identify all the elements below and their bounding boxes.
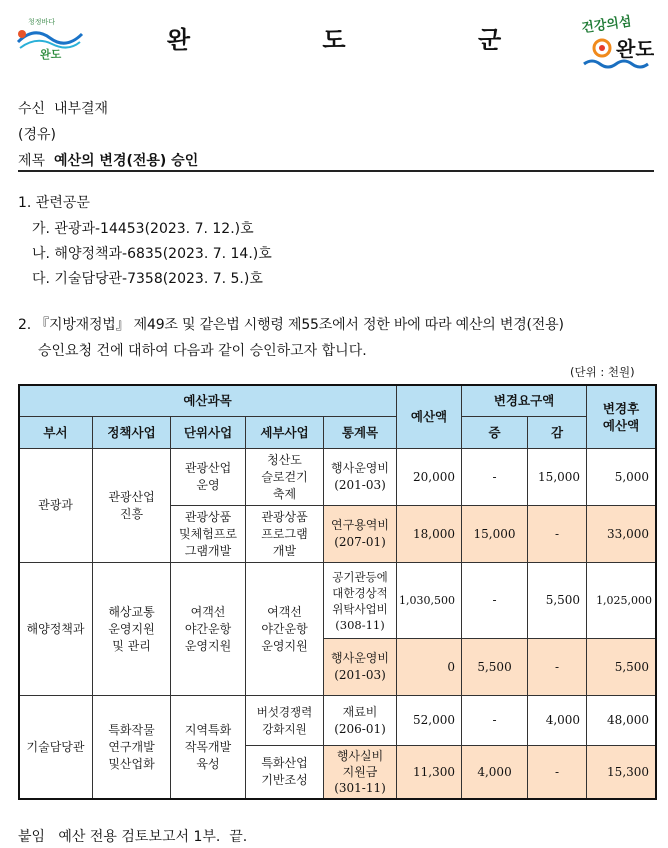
sub-cell: 특화산업 기반조성 bbox=[246, 746, 324, 799]
header-after-change bbox=[587, 385, 656, 449]
decrease-cell: - bbox=[528, 746, 587, 799]
wando-health-island-logo bbox=[578, 10, 654, 72]
header-unit-project: 단위사업 bbox=[171, 417, 246, 449]
increase-cell: - bbox=[462, 449, 528, 506]
table-row bbox=[19, 449, 656, 506]
unit-cell: 관광산업 운영 bbox=[171, 449, 246, 506]
recipient-line bbox=[18, 98, 108, 118]
after-cell: 1,025,000 bbox=[587, 563, 656, 639]
header-change-request: 변경요구액 bbox=[462, 385, 587, 417]
budget-cell: 20,000 bbox=[397, 449, 462, 506]
section1-heading: 1. 관련공문 bbox=[18, 195, 90, 211]
header-after-change-line2: 예산액 bbox=[602, 417, 640, 433]
policy-cell: 특화작물 연구개발 및산업화 bbox=[93, 696, 171, 799]
sub-cell: 버섯경쟁력 강화지원 bbox=[246, 696, 324, 746]
header-increase: 증 bbox=[462, 417, 528, 449]
increase-cell: 4,000 bbox=[462, 746, 528, 799]
dept-cell: 해양정책과 bbox=[19, 563, 93, 696]
sub-cell: 관광상품 프로그램 개발 bbox=[246, 506, 324, 563]
header-dept: 부서 bbox=[19, 417, 93, 449]
after-cell: 5,000 bbox=[587, 449, 656, 506]
dept-cell: 기술담당관 bbox=[19, 696, 93, 799]
header-after-change-line1: 변경후 bbox=[602, 400, 640, 416]
budget-cell: 11,300 bbox=[397, 746, 462, 799]
subject-divider bbox=[18, 170, 654, 172]
section1-item: 다. 기술담당관-7358(2023. 7. 5.)호 bbox=[32, 271, 263, 287]
section2-line1: 2. 『지방재정법』 제49조 및 같은법 시행령 제55조에서 정한 바에 따라 예산의 변경(전용) bbox=[18, 317, 564, 333]
table-row bbox=[19, 696, 656, 746]
header-policy: 정책사업 bbox=[93, 417, 171, 449]
decrease-cell: 15,000 bbox=[528, 449, 587, 506]
via-line: (경유) bbox=[18, 127, 56, 143]
sub-cell: 청산도 슬로걷기 축제 bbox=[246, 449, 324, 506]
unit-label: (단위 : 천원) bbox=[570, 365, 635, 379]
unit-cell: 관광상품 및체험프로 그램개발 bbox=[171, 506, 246, 563]
stat-cell: 공기관등에 대한경상적 위탁사업비 (308-11) bbox=[324, 563, 397, 639]
header-decrease: 감 bbox=[528, 417, 587, 449]
recipient-label: 수신 bbox=[18, 101, 46, 117]
page-title: 완 도 군 bbox=[166, 26, 564, 54]
after-cell: 15,300 bbox=[587, 746, 656, 799]
policy-cell: 해상교통 운영지원 및 관리 bbox=[93, 563, 171, 696]
header-sub-project: 세부사업 bbox=[246, 417, 324, 449]
unit-cell: 여객선 야간운항 운영지원 bbox=[171, 563, 246, 696]
unit-cell: 지역특화 작목개발 육성 bbox=[171, 696, 246, 799]
decrease-cell: - bbox=[528, 639, 587, 696]
policy-cell: 관광산업 진흥 bbox=[93, 449, 171, 563]
stat-cell: 연구용역비 (207-01) bbox=[324, 506, 397, 563]
svg-text:완도: 완도 bbox=[616, 37, 654, 61]
budget-change-table bbox=[18, 384, 656, 799]
increase-cell: - bbox=[462, 696, 528, 746]
budget-cell: 1,030,500 bbox=[397, 563, 462, 639]
after-cell: 5,500 bbox=[587, 639, 656, 696]
header-budget-amount: 예산액 bbox=[397, 385, 462, 449]
stat-cell: 행사실비 지원금 (301-11) bbox=[324, 746, 397, 799]
header-stat-item: 통계목 bbox=[324, 417, 397, 449]
dept-cell: 관광과 bbox=[19, 449, 93, 563]
decrease-cell: - bbox=[528, 506, 587, 563]
stat-cell: 행사운영비 (201-03) bbox=[324, 449, 397, 506]
sub-cell: 여객선 야간운항 운영지원 bbox=[246, 563, 324, 696]
svg-text:청정바다: 청정바다 bbox=[28, 18, 56, 26]
attachment-line: 붙임 예산 전용 검토보고서 1부. 끝. bbox=[18, 829, 248, 845]
stat-cell: 재료비 (206-01) bbox=[324, 696, 397, 746]
stat-cell: 행사운영비 (201-03) bbox=[324, 639, 397, 696]
subject-line bbox=[18, 150, 198, 170]
section1-item: 나. 해양정책과-6835(2023. 7. 14.)호 bbox=[32, 246, 272, 262]
increase-cell: - bbox=[462, 563, 528, 639]
after-cell: 48,000 bbox=[587, 696, 656, 746]
decrease-cell: 5,500 bbox=[528, 563, 587, 639]
section2-line2: 승인요청 건에 대하여 다음과 같이 승인하고자 합니다. bbox=[38, 343, 367, 359]
budget-cell: 0 bbox=[397, 639, 462, 696]
svg-text:건강의섬: 건강의섬 bbox=[580, 14, 633, 37]
after-cell: 33,000 bbox=[587, 506, 656, 563]
table-row bbox=[19, 563, 656, 639]
section1-item: 가. 관광과-14453(2023. 7. 12.)호 bbox=[32, 221, 254, 237]
subject-label: 제목 bbox=[18, 153, 46, 169]
increase-cell: 5,500 bbox=[462, 639, 528, 696]
increase-cell: 15,000 bbox=[462, 506, 528, 563]
svg-text:완도: 완도 bbox=[40, 48, 62, 60]
budget-cell: 52,000 bbox=[397, 696, 462, 746]
subject-value: 예산의 변경(전용) 승인 bbox=[53, 153, 199, 169]
decrease-cell: 4,000 bbox=[528, 696, 587, 746]
budget-cell: 18,000 bbox=[397, 506, 462, 563]
header-budget-item: 예산과목 bbox=[19, 385, 397, 417]
recipient-value: 내부결재 bbox=[53, 101, 109, 117]
